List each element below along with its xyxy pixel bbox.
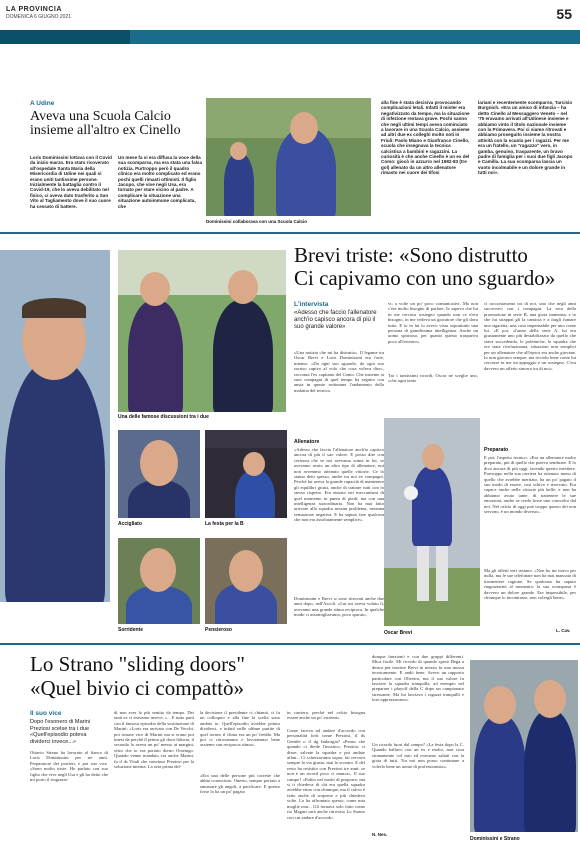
photo-pensieroso <box>205 538 287 624</box>
main-portrait-photo <box>0 250 110 602</box>
main-col3-body3: Ma gli affetti veri restano. «Non ho mi tiravo per nulla, ma le sue telefonate non ha mai mancato di trasmettere ragione. Se qualcuno ha saputo ringraziarmi al momento: la sua scomparsa è davvero un dolore grande. Era impossibile, per chiunque lo incontrasse, non volergli bene». <box>484 568 576 601</box>
header-band-accent <box>0 30 130 44</box>
top-article-col2: Un mese fa si era diffusa la voce della sua scomparsa, ma era stata una falsa notizia. Purtroppo però il quadro clinico era molto complicato ed erano pochi quelli rimasti ottimisti. Il figlio Jacopo, che vive negli Usa, era tornato per stare vicino al padre. A complicare la situazione una situazione autoimmune complicata, che <box>118 155 202 209</box>
main-col1-end: Dominissini e Brevi si sono ritrovati anche due anni dopo, nell'Ascoli. «Lui mi aveva voluto lì, avevamo una grande stima reciproca. In qualche modo ci assomigliavamo, poco sparato, <box>294 596 384 618</box>
discussion-person-right <box>213 300 273 412</box>
main-col3-body2: E poi, l'aspetto tecnico. «Era un allenatore molto preparato, più di quello che poteva sembrare. E lo dico ancora di più oggi, facendo questo mestiere. Purtroppo nella sua carriera ha ottenuto meno di quello che avrebbe meritato, ha un po' pagato il suo modo di essere, così schivo e riservato. Era capace anche nelle vittorie più belle, e non ha abbiamo avuto tante, di trattenere le sue emozioni, anche se credo fosse uno coinvolto dal noi. Nel calcio di oggi può troppo questo dei non servono, è un mondo diverso». <box>484 455 576 515</box>
festa-crowd <box>205 430 287 448</box>
subhead-allenatore: Allenatore <box>294 439 320 445</box>
strano-figure-left <box>474 715 526 832</box>
portrait-jersey <box>5 360 105 602</box>
festa-jersey <box>235 470 275 518</box>
top-photo-caption: Dominissini collaborava con una Scuola Calcio <box>206 219 308 224</box>
main-col1-body: «Adesso che faccio l'allenatore anch'io capisco ancora di più il suo valore. E posso dire con certezza che se noi avevamo stima in lui, se avevamo avuto un altro tipo di allenatore, noi non avremmo ottenuto quelle vittorie. Ce lo siamo detti spesso, anche tra noi ex compagni. Perché lui aveva la grande capacità di mantenere gli equilibri giusti, anche di trattare tutti con lo stesso rispetto. Era entrato nei meccanismi di quel momento in punta di piedi, ma con una intelligenza straordinaria. Non ha mai fatto arrivare alla squadra nessun problema, nessuna sensazione negativa. E ha saputo fare qualcosa che non era assolutamente semplice». <box>294 447 384 523</box>
photo-dominissini-strano <box>470 660 578 832</box>
top-article-col1: Loris Dominissini lottava con il Covid da inizio marzo. Era stato ricoverato all'ospedale Santa Maria della Misericordia di Udine nei quali si erano uniti tantissime persone. Inizialmente la battaglia contro il Covid-19, che lo aveva debilitato nel fisico, ci aveva dato trasferito a San Vito al Tagliamento dove il suo cuore ha cessato di battere. <box>30 155 112 209</box>
subhead-preparato: Preparato <box>484 447 509 453</box>
discussion-head-left <box>140 272 170 306</box>
coach-head <box>290 112 318 144</box>
discussion-head-right <box>228 270 258 304</box>
main-col3-body: ci raccontavamo tra di noi, uno che negli anni successivi con i compagni. La sera della promozione in serie B, una gioia immensa, e io che lui strappai gli la camicia e a fargli fumare una sigaretta, una cosa impensabile per uno come lui. «E poi, «l'anno della serie A, lui era giustamente uno più destabilizzato da quello che stava succedendo, le polemiche, la squadra che era stata rivoluzionata, situazioni non semplici per un allenatore che all'epoca era anche giovane. Io non giocavo sempre, ma ricordo bene come lui cercasse in me un appoggio e un sostegno. C'era davvero un affetto sincero tra di noi». <box>484 301 576 371</box>
oscar-pitch <box>384 568 480 626</box>
bottom-col3b: «Era una delle persone più corrette che abbia conosciuto. Onesto, sempre portato a smussare gli angoli, a pacificare. E questo forse lo ha un po' pagato <box>200 773 280 795</box>
top-article-photo <box>206 98 371 216</box>
newspaper-name: LA PROVINCIA <box>6 6 62 13</box>
caption-accigliato: Accigliato <box>118 521 142 527</box>
caption-festa: La festa per la B <box>205 521 244 527</box>
oscar-jersey <box>412 466 452 546</box>
main-headline-line2: Ci capivamo con uno sguardo» <box>294 266 556 290</box>
top-article-headline: Aveva una Scuola Calcio insieme all'altro ex Cinello <box>30 109 181 139</box>
section-divider-top <box>0 232 580 234</box>
caption-discussion: Una delle famose discussioni tra i due <box>118 414 209 420</box>
caption-oscar: Oscar Brevi <box>384 630 413 636</box>
bottom-col3: la decisione il presidente ci chiamò, ci fu un colloquio e alla fine la scelta sono andato io. Quell'episodio avrebbe potuto dividerci, e infatti nelle ultime partite di quel torneo il clima era un po' freddo. Ma poi ci ritrovammo e lavorammo bene assieme con reciproca stima». <box>200 710 280 748</box>
top-article-col4: lariani e recentemente scomparso, Tarcisio Burgnich. «Era un amico di infanzia – ha detto Cinello al Messaggero Veneto – nel '75 eravamo arrivati all'Udinese insieme e abbiamo vinto il titolo nazionale insieme con la Primavera. Poi ci siamo ritrovati e abbiamo proseguito insieme la nostra attività con la scuola per i ragazzi. Per me era un fratello, un "ragazzo" vero, in gamba, genuino, trasparente, un bravo padre di famiglia per i suoi due figli Jacopo e Camilla. La sua scomparsa lascia un vuoto incolmabile e un dolore grande in tutti noi». <box>478 100 573 176</box>
main-col1-intro: «Una notizia che mi ha distrutto». Il legame tra Oscar Brevi e Loris Dominissini era forte, intenso. «Da ogni suo sguardo, da ogni suo sorriso capivo al volo che cosa voleva dire», racconta l'ex capitano del Como. Che insieme ai suoi compagni di quel tempo ha seguito con ansia in queste settimane l'andamento della malattia del tecnico. <box>294 350 384 393</box>
accigliato-head <box>140 440 178 486</box>
main-signature: L. Cav. <box>556 628 571 633</box>
bottom-headline-line2: «Quel bivio ci compattò» <box>30 676 245 700</box>
main-headline-line1: Brevi triste: «Sono distrutto <box>294 243 528 267</box>
bottom-headline-line1: Lo Strano "sliding doors" <box>30 652 245 676</box>
oscar-head <box>422 444 444 470</box>
bottom-col4b: Come faceva ad andare d'accordo con personalità forti come Preziosi, il ds Gentile o il dg Imborgia? «Penso che quando ci diede l'incarico, Preziosi ci disse: salvate la squadra e poi andate affan... Ci scherzavamo sopra, lui cercava sempre la via giusta, mai lo scontro. E del resto ha resistito con Preziosi tre anni: se non è un record poco ci manca». Il suo campo? «Pulito nel modo di proporre, ma si ti chiedeva di chi era quella squadra avrebbe vinto con chiunque, ma il calcio è fatto anche di sorprese e più chiedeva volte. Lo ha affrontato spesso, come mia moglie non... Gli tornava solo fatto come rio Magari sarà anche ritrovato Lo Strano con cui andare d'accordo. <box>287 728 365 820</box>
main-kicker: L'intervista <box>294 301 329 308</box>
top-article-col3: alla fine è stata decisiva provocando complicazioni letali. Infatti il mister era negativizzato da tempo, ma la situazione di infezione restava grave. Pochi sanno che negli ultimi tempi aveva cominciato a lavorare in una Scuola Calcio, assieme ad altri due ex colleghi molto noti in Friuli: Paolo Miano e Gianfranco Cinello, scuola che insegnava la tecnica calcistica a bambini e ragazzini. La curiosità è che anche Cinello è un ex del Como: giocò in azzurro nel 1982-83 (tre gol) allenato da un altro allenatore rimasto nei cuore dei tifosi <box>381 100 470 176</box>
issue-date: DOMENICA 6 GIUGNO 2021 <box>6 14 72 20</box>
player-figure <box>224 153 254 216</box>
oscar-ball <box>404 486 418 500</box>
photo-sorridente <box>118 538 200 624</box>
main-col2-body: vi, a volte un po' poco comunicativi. Ma non c'era molto bisogno di parlare. Io sapevo che lui in me cercava sostegno quando non ce n'era bisogno, in me vedeva un giocatore che gli dava tutto. E io in lui lo avevo visto soprattutto una persona di grandissima intelligenza. Anche un uomo spiritoso, per quanto questo traspariva poco all'esterno». <box>388 301 478 344</box>
bottom-col5: dunque funzionò e con due gruppi differenti. Mica facile. Mi ricordo di quando sposò Bega a destra per inserire Brevi in mezzo fu una mossa tecnicamente. E andò bene. Avevo un rapporto particolare con Oliveira, ma il suo valore fu lasciare la squadra tranquilla, ad esempio nel preparare i playoff della C dopo un campionato stressante. Ma lui lasciava i ragazzi tranquilli e loro apprezzavano». <box>372 654 464 703</box>
bottom-col4: in carriera, perché nel calcio bisogna essere anche un po' estremi». <box>287 710 365 721</box>
bottom-signature: N. Nes. <box>372 832 388 837</box>
main-col2-body2: Tra i tantissimi ricordi, Oscar ne sceglie uno, «che ogni tanto <box>388 373 478 384</box>
portrait-hair <box>22 298 86 318</box>
player-head <box>230 142 247 160</box>
oscar-leg-left <box>417 546 429 601</box>
strano-head-left <box>484 686 516 724</box>
main-discussion-photo <box>118 250 286 412</box>
caption-dominissini-strano: Dominissini e Strano <box>470 836 520 842</box>
festa-head <box>243 452 265 476</box>
bottom-col5b: Un ricordo fuori dal campo? «La festa dopo la C. Quando ballavo con un ex e molto, non cosa stranamente col mio ed eravamo saltati con la gioia di tutti. Tra noi non posso continuare a volerlo bene un uomo di professionista». <box>372 742 464 769</box>
oscar-leg-right <box>436 546 448 601</box>
main-pull-quote: «Adesso che faccio l'allenatore anch'io capisco ancora di più il suo grande valore» <box>294 310 377 330</box>
bottom-col2: di non aver lo più sentito da tempo. Dei tanti ex ci eravamo invece, «... E tutto parti con il famoso episodio della sostituzione di Marini: «Loris era arrivato con De Vecchi, poi rimase vice di Marini ma si erano poi intesi da perché il primo gli dava fiducia, il secondo lo aveva un po' messo ai margini, visto che io era portato dietro Orsenigo. Quando venne mandato via anche Marini, fu il ds Vitali che convinse Preziosi per la soluzione interna. La sera prima del- <box>114 710 194 770</box>
photo-background-field <box>206 98 371 138</box>
bottom-kicker: Il suo vice <box>30 710 62 717</box>
bottom-deck: Dopo l'esonero di Marini Preziosi scelse tra i due «Quell'episodio poteva dividerci invece...» <box>30 719 91 745</box>
pensieroso-head <box>229 550 263 592</box>
top-article-kicker: A Udine <box>30 100 55 107</box>
sorridente-head <box>140 548 176 592</box>
strano-head-right <box>534 680 566 718</box>
strano-figure-right <box>524 710 576 832</box>
photo-accigliato <box>118 430 200 518</box>
discussion-person-left <box>128 300 183 412</box>
section-divider-bottom <box>0 643 580 645</box>
caption-pensieroso: Pensieroso <box>205 627 232 633</box>
bottom-col1: Ottavio Strano ha lavorato al fianco di Loris Dominissini per tre anni. Preparatore dei portieri, e poi suo vice. «Sono molto triste. Ho parlato con suo figlio che vive negli Usa e gli ho detto che mi porto il ringrazio- <box>30 750 108 783</box>
caption-sorridente: Sorridente <box>118 627 144 633</box>
photo-oscar-brevi <box>384 418 480 626</box>
page-number: 55 <box>556 6 572 22</box>
photo-festa <box>205 430 287 518</box>
